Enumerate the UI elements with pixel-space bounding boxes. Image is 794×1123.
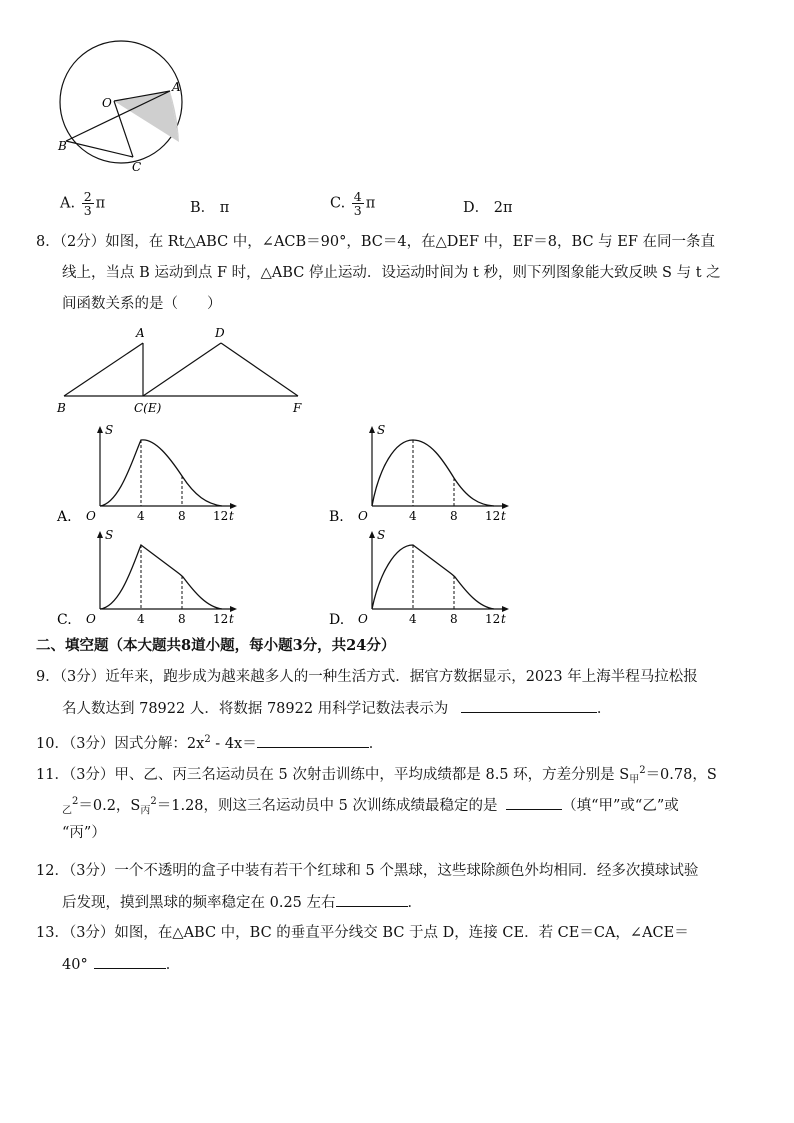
- q10-line: 10．（3分）因式分解：$2x^2 - 4x=$ ．: [36, 734, 384, 752]
- label-A: A: [136, 326, 145, 340]
- q7-option-a: A. $\frac{2}{3}$ π: [60, 189, 106, 218]
- axis-t-label: t: [229, 509, 234, 523]
- q7-option-d: D． 2π: [463, 200, 513, 216]
- q13-line1: 13．（3分）如图，在△ABC 中，BC 的垂直平分线交 BC 于点 D，连接 CE．若 CE＝CA，∠ACE＝: [36, 925, 689, 941]
- tick-8: 8: [450, 612, 458, 626]
- tick-4: 4: [409, 509, 417, 523]
- q12-line2: 后发现，摸到黑球的频率稳定在 0.25 左右 ．: [62, 892, 422, 913]
- axis-s-label: S: [105, 528, 114, 542]
- graph-d: [327, 525, 527, 635]
- label-O: O: [102, 96, 112, 110]
- tick-12: 12: [213, 509, 229, 523]
- option-a-label: A.: [57, 509, 72, 525]
- q9-line1: 9．（3分）近年来，跑步成为越来越多人的一种生活方式．据官方数据显示，2023 年上海半程马拉松报: [36, 669, 698, 685]
- label-B: B: [57, 401, 66, 415]
- q8-triangles-figure: [50, 322, 320, 422]
- origin-label: O: [358, 509, 368, 523]
- label-CE: C(E): [134, 401, 162, 415]
- tick-12: 12: [485, 612, 501, 626]
- option-d-label: D.: [329, 612, 345, 628]
- tick-4: 4: [137, 612, 145, 626]
- q8-line2: 线上，当点 B 运动到点 F 时，△ABC 停止运动．设运动时间为 t 秒，则下列图象能大致反映 S 与 t 之: [62, 265, 721, 281]
- label-C: C: [132, 160, 142, 174]
- label-B: B: [58, 139, 67, 153]
- tick-4: 4: [409, 612, 417, 626]
- axis-t-label: t: [501, 612, 506, 626]
- tick-8: 8: [178, 612, 186, 626]
- origin-label: O: [86, 612, 96, 626]
- graph-b: [327, 418, 527, 530]
- q12-answer-blank[interactable]: [336, 892, 408, 907]
- label-A: A: [172, 80, 181, 94]
- q8-line1: 8．（2分）如图，在 Rt△ABC 中，∠ACB＝90°，BC＝4，在△DEF 中，EF＝8，BC 与 EF 在同一条直: [36, 234, 716, 250]
- q7-circle-figure: [50, 40, 200, 180]
- graph-c: [55, 525, 255, 635]
- q13-line2: 40° ．: [62, 954, 180, 975]
- axis-s-label: S: [377, 528, 386, 542]
- q11-line3: “丙”）: [62, 825, 106, 841]
- q11-answer-blank[interactable]: [506, 795, 562, 810]
- q7-option-c: C. $\frac{4}{3}$ π: [330, 189, 376, 218]
- q11-line2: $_乙^2$＝0.2，$S_丙^2=1.28$，则这三名运动员中 5 次训练成绩最稳定的是 （填“甲”或“乙”或: [62, 796, 679, 817]
- section-2-heading: 二、填空题（本大题共8道小题，每小题3分，共24分）: [36, 637, 396, 654]
- label-D: D: [215, 326, 225, 340]
- graph-a: [55, 418, 255, 530]
- q10-answer-blank[interactable]: [257, 733, 369, 748]
- tick-4: 4: [137, 509, 145, 523]
- q13-answer-blank[interactable]: [94, 954, 166, 969]
- tick-8: 8: [178, 509, 186, 523]
- axis-s-label: S: [105, 423, 114, 437]
- q9-answer-blank[interactable]: [461, 698, 597, 713]
- origin-label: O: [358, 612, 368, 626]
- q7-option-b: B． π: [190, 200, 230, 216]
- origin-label: O: [86, 509, 96, 523]
- q8-line3: 间函数关系的是（ ）: [62, 296, 222, 312]
- axis-s-label: S: [377, 423, 386, 437]
- tick-12: 12: [213, 612, 229, 626]
- q9-line2: 名人数达到 78922 人．将数据 78922 用科学记数法表示为 ．: [62, 698, 611, 719]
- option-c-label: C.: [57, 612, 72, 628]
- option-b-label: B.: [329, 509, 344, 525]
- tick-8: 8: [450, 509, 458, 523]
- label-F: F: [293, 401, 302, 415]
- q12-line1: 12．（3分）一个不透明的盒子中装有若干个红球和 5 个黑球，这些球除颜色外均相同．经多次摸球试验: [36, 863, 699, 879]
- tick-12: 12: [485, 509, 501, 523]
- axis-t-label: t: [229, 612, 234, 626]
- q11-line1: 11．（3分）甲、乙、丙三名运动员在 5 次射击训练中，平均成绩都是 8.5 环，方差分别是 $S_甲^2=0.78$，S: [36, 765, 717, 786]
- axis-t-label: t: [501, 509, 506, 523]
